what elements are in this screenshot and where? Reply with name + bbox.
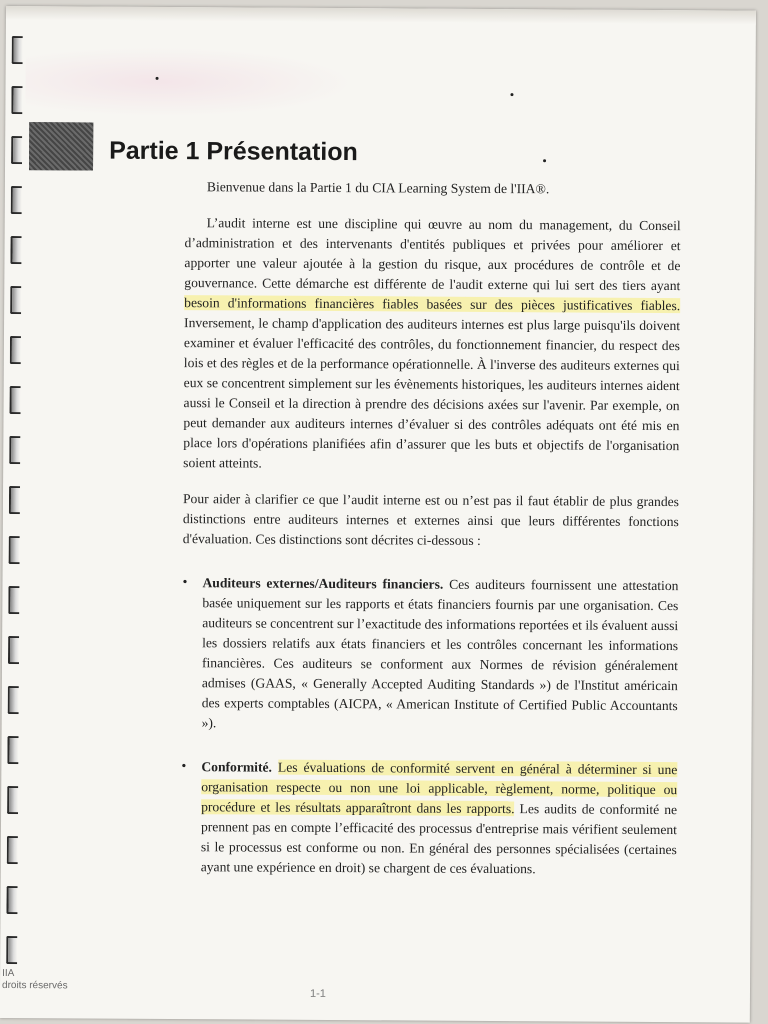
scan-speck bbox=[156, 77, 159, 80]
binding-ring bbox=[6, 936, 17, 964]
binding-ring bbox=[6, 886, 17, 914]
binding-ring bbox=[10, 386, 21, 414]
page-top-edge bbox=[6, 6, 756, 25]
bullet-compliance bbox=[181, 757, 678, 880]
binding-ring bbox=[11, 136, 22, 164]
binding-ring bbox=[10, 286, 21, 314]
document-body bbox=[181, 177, 681, 904]
intro-paragraph bbox=[183, 213, 681, 476]
page-title: Partie 1 Présentation bbox=[109, 136, 358, 167]
scanned-page bbox=[0, 6, 756, 1023]
bullet-text: Ces auditeurs fournissent une attestation basée uniquement sur les rapports et états financiers fournis par une organisation. Ces auditeurs se concentrent sur l’exactitude des informations reportées et ils évaluent aussi les dossiers relatifs aux états financiers et les contrôles concernant les informations financières. Ces auditeurs se conforment aux Normes de révision généralement admises (GAAS, « Generally Accepted Auditing Standards ») de l'Institut américain des experts comptables (AICPA, « American Institute of Certified Public Accountants »). bbox=[201, 576, 679, 731]
spiral-binding bbox=[4, 36, 30, 996]
binding-ring bbox=[10, 336, 21, 364]
binding-ring bbox=[11, 86, 22, 114]
bullet-external-auditors bbox=[182, 573, 679, 736]
footer-copyright bbox=[2, 968, 68, 992]
highlighted-text: besoin d'informations financières fiables basées sur des pièces justificatives fiables. bbox=[184, 295, 681, 314]
scan-speck bbox=[543, 159, 546, 162]
bullet-text bbox=[272, 760, 278, 775]
footer-line: IIA bbox=[2, 967, 15, 980]
bullet-list bbox=[181, 573, 679, 880]
binding-ring bbox=[11, 186, 22, 214]
footer-line: droits réservés bbox=[1, 979, 68, 992]
binding-ring bbox=[8, 586, 19, 614]
binding-ring bbox=[7, 786, 18, 814]
binding-ring bbox=[7, 836, 18, 864]
binding-ring bbox=[9, 436, 20, 464]
welcome-line: Bienvenue dans la Partie 1 du CIA Learning System de l'IIA®. bbox=[206, 179, 550, 197]
bullet-term: Auditeurs externes/Auditeurs financiers. bbox=[202, 575, 444, 592]
binding-ring bbox=[7, 736, 18, 764]
binding-ring bbox=[10, 236, 21, 264]
section-header-block bbox=[29, 122, 93, 170]
page-number: 1-1 bbox=[309, 987, 326, 1000]
binding-ring bbox=[9, 536, 20, 564]
binding-ring bbox=[8, 636, 19, 664]
scan-speck bbox=[510, 93, 513, 96]
bullet-term: Conformité. bbox=[201, 759, 272, 775]
binding-ring bbox=[12, 36, 23, 64]
intro-text: L’audit interne est une discipline qui œuvre au nom du management, du Conseil d’administration et des intervenants d'entités publiques et privées pour améliorer et apporter une valeur ajoutée à la gestion du risque, aux procédures de contrôle et de gouvernance. Cette démarche est différente de l'audit externe qui lui sert des tiers ayant bbox=[184, 215, 681, 294]
stain bbox=[25, 46, 355, 118]
bullet-text-continued: Les audits de conformité ne prennent pas en compte l’efficacité des processus d'entreprise mais vérifient seulement si le processus est conforme ou non. En général des personnes spécialisées (certaines ayant une expérience en droit) se chargent de ces évaluations. bbox=[200, 801, 678, 877]
intro-text-continued: Inversement, le champ d'application des auditeurs internes est plus large puisqu'ils doivent examiner et évaluer l'efficacité des contrôles, du fonctionnement financier, du respect des lois et des règles et de la performance opérationnelle. À l'inverse des auditeurs externes qui eux se concentrent simplement sur les évènements historiques, les auditeurs internes aident aussi le Conseil et la direction à prendre des décisions axées sur l'avenir. Par exemple, on peut demander aux auditeurs internes d’évaluer si des contrôles adéquats ont été mis en place lors d'opérations planifiées afin d’assurer que les buts et objectifs de l'organisation soient atteints. bbox=[183, 315, 681, 471]
highlighted-text: Les évaluations de conformité servent en général à déterminer si une organisation respecte ou non une loi applicable, règlement, norme, politique ou procédure et les résultats apparaîtront dans les rapports. bbox=[201, 759, 678, 817]
binding-ring bbox=[9, 486, 20, 514]
binding-ring bbox=[8, 686, 19, 714]
distinctions-paragraph: Pour aider à clarifier ce que l’audit interne est ou n’est pas il faut établir de plus grandes distinctions entre auditeurs internes et externes ainsi que leurs différentes fonctions d'évaluation. Ces distinctions sont décrites ci-dessous : bbox=[182, 491, 680, 548]
